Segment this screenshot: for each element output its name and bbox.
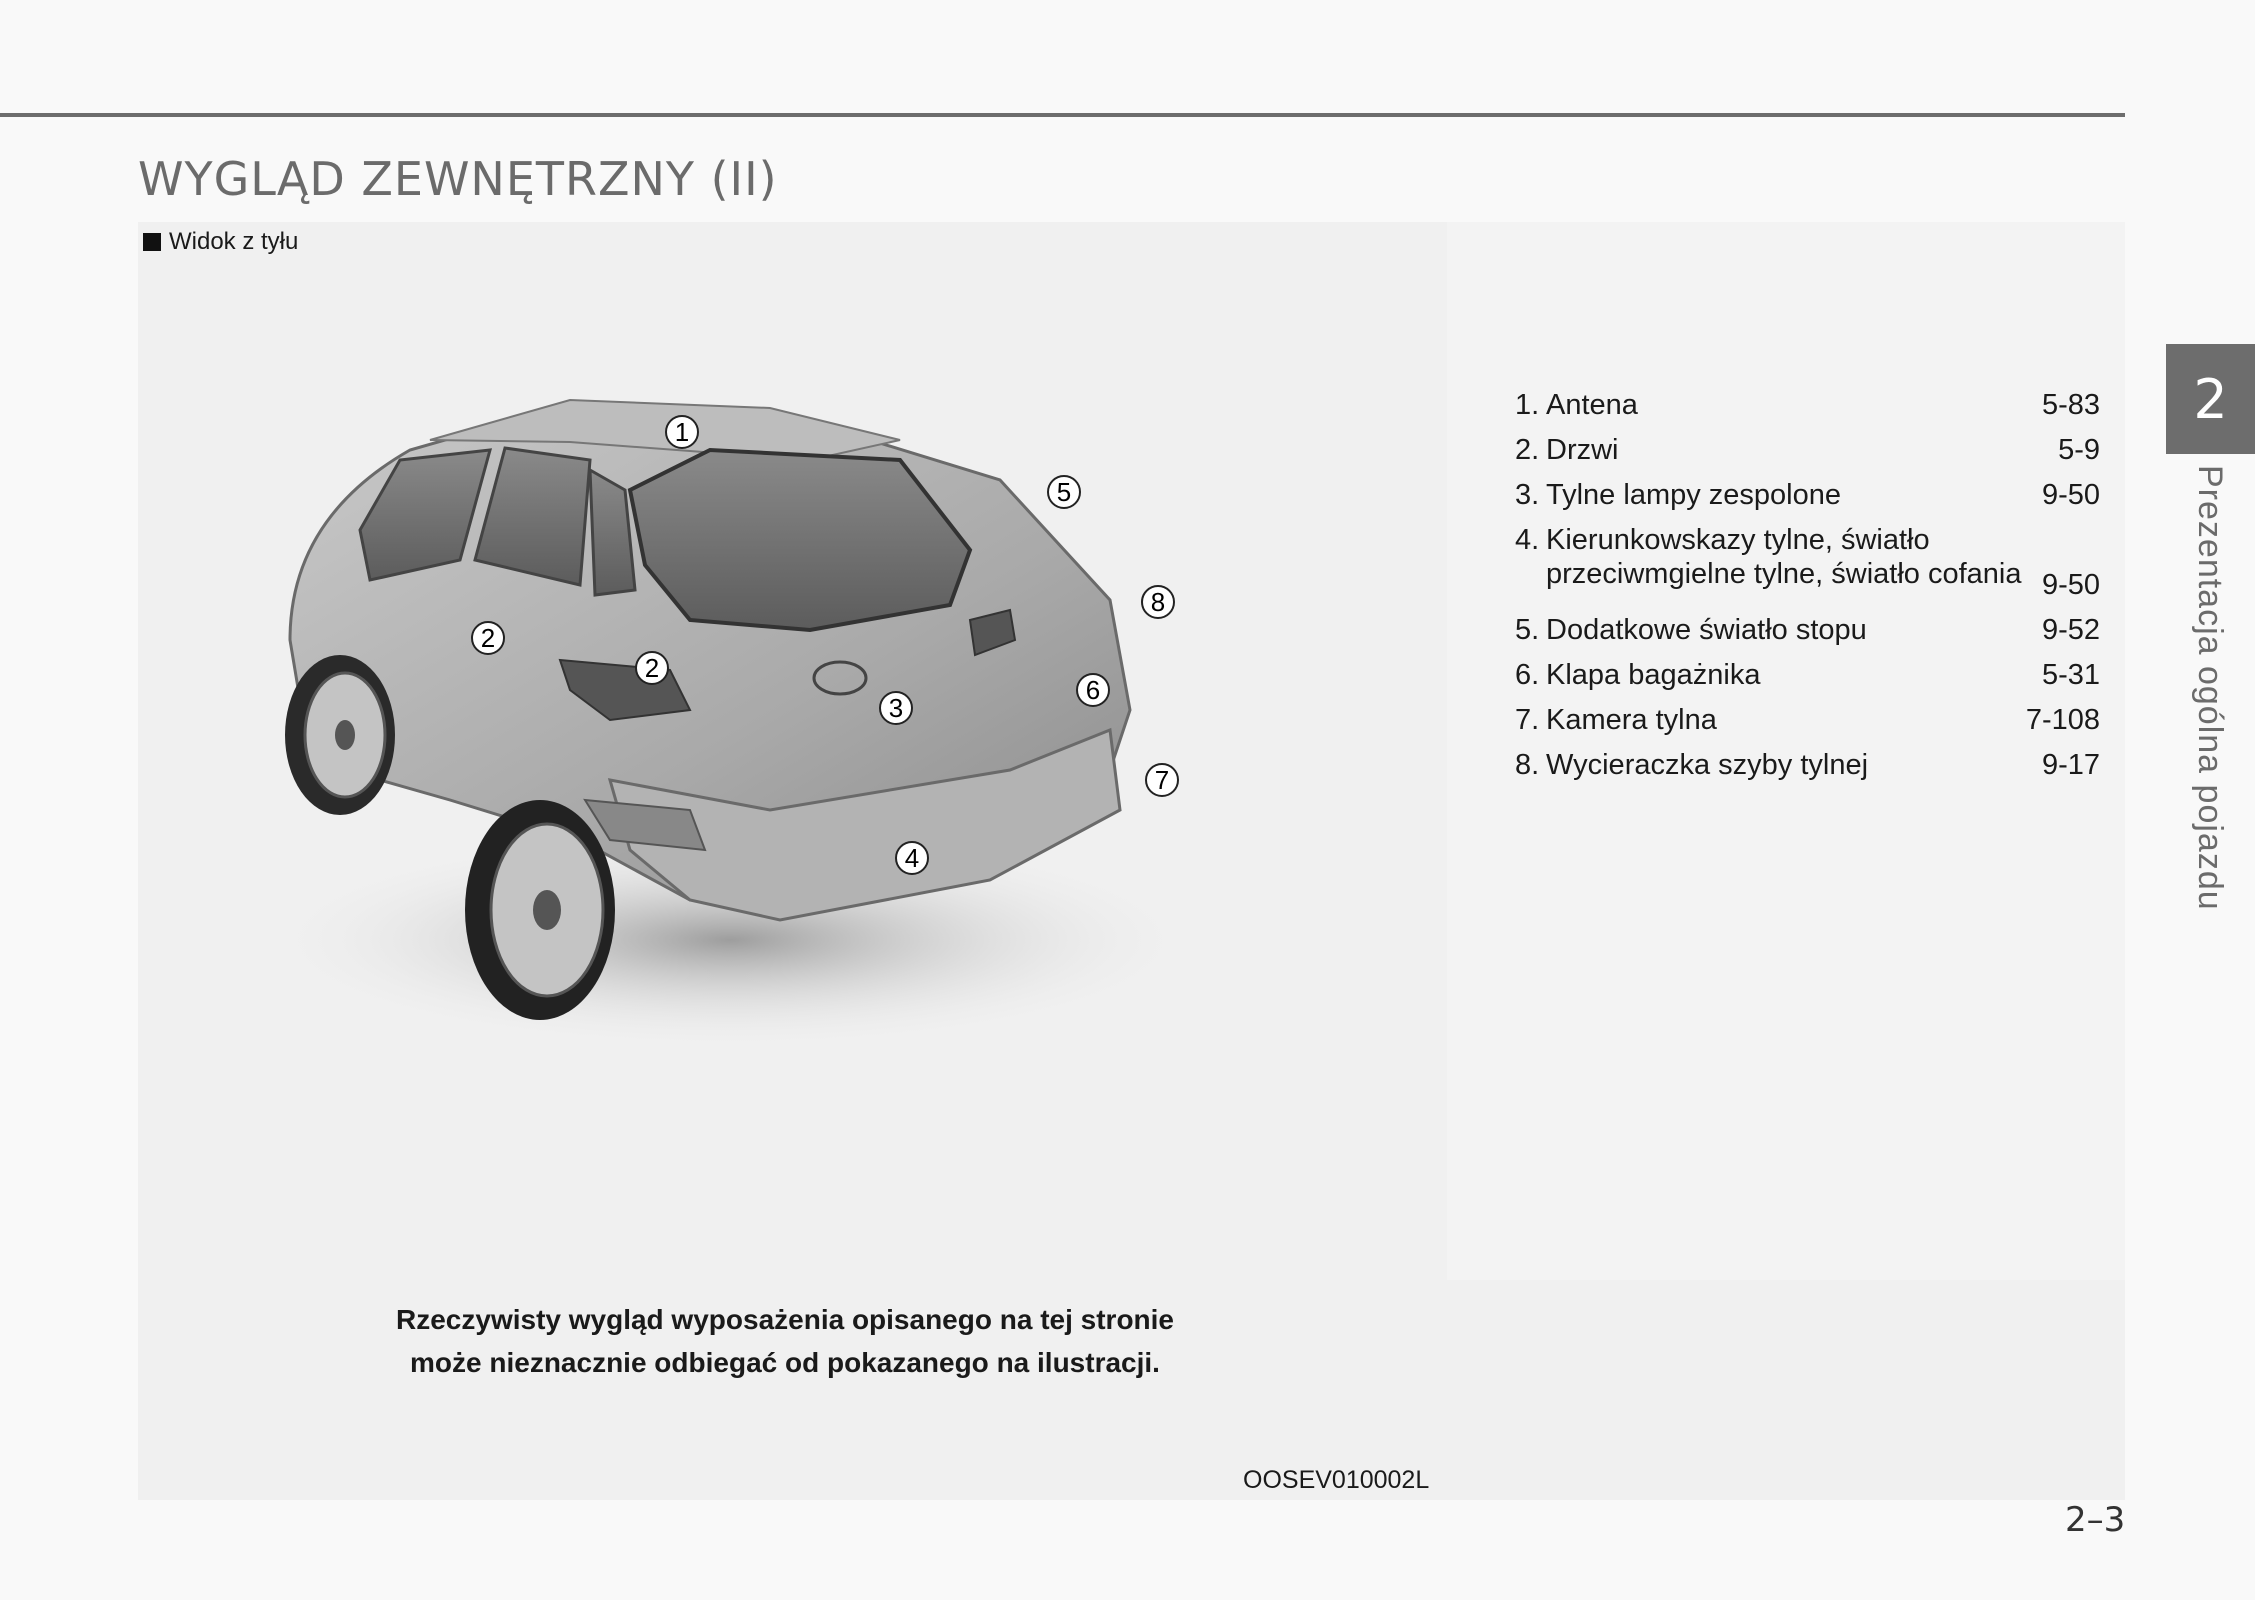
legend-page: 9-52	[2041, 614, 2100, 646]
note-line-1: Rzeczywisty wygląd wyposażenia opisanego na tej stronie	[396, 1304, 1174, 1335]
parts-legend	[1515, 388, 2100, 793]
wheel-front	[285, 655, 395, 815]
legend-item	[1515, 478, 2100, 512]
figure-code: OOSEV010002L	[1243, 1466, 1430, 1494]
legend-number: 5.	[1515, 614, 1540, 646]
legend-item	[1515, 613, 2100, 647]
legend-label: Kamera tylna	[1546, 704, 1717, 736]
legend-label: Wycieraczka szyby tylnej	[1546, 749, 1869, 781]
svg-text:8: 8	[1150, 587, 1166, 617]
legend-number: 8.	[1515, 749, 1540, 781]
legend-number: 7.	[1515, 704, 1540, 736]
legend-number: 1.	[1515, 389, 1540, 421]
legend-label: Dodatkowe światło stopu	[1546, 614, 1867, 646]
svg-text:2: 2	[644, 653, 660, 683]
legend-item	[1515, 433, 2100, 467]
view-label-text: Widok z tyłu	[169, 228, 299, 255]
legend-page: 5-31	[2041, 659, 2100, 691]
legend-number: 6.	[1515, 659, 1540, 691]
callout-1	[666, 416, 698, 448]
legend-number: 2.	[1515, 434, 1540, 466]
legend-label: Kierunkowskazy tylne, światło przeciwmgielne tylne, światło cofania	[1546, 524, 2022, 590]
legend-item	[1515, 523, 2100, 602]
callout-2a	[472, 622, 504, 654]
legend-page: 9-50	[2041, 569, 2100, 601]
car-rear-illustration	[250, 380, 1320, 1100]
wheel-rear	[465, 800, 615, 1020]
legend-page: 5-9	[2058, 434, 2100, 466]
legend-item	[1515, 703, 2100, 737]
legend-page: 5-83	[2041, 389, 2100, 421]
svg-text:1: 1	[674, 417, 690, 447]
chapter-title: Prezentacja ogólna pojazdu	[2191, 465, 2229, 911]
svg-text:4: 4	[904, 843, 920, 873]
callout-2b	[636, 652, 668, 684]
disclaimer-note	[330, 1298, 1240, 1384]
svg-text:7: 7	[1154, 765, 1170, 795]
square-bullet-icon	[143, 233, 161, 251]
callout-8	[1142, 586, 1174, 618]
page-title: WYGLĄD ZEWNĘTRZNY (II)	[138, 152, 778, 206]
note-line-2: może nieznacznie odbiegać od pokazanego na ilustracji.	[410, 1347, 1160, 1378]
callout-7	[1146, 764, 1178, 796]
svg-text:2: 2	[480, 623, 496, 653]
svg-text:3: 3	[888, 693, 904, 723]
legend-label: Drzwi	[1546, 434, 1619, 466]
legend-page: 7-108	[2025, 704, 2100, 736]
legend-page: 9-17	[2041, 749, 2100, 781]
legend-page: 9-50	[2041, 479, 2100, 511]
view-label	[143, 228, 298, 256]
callout-6	[1077, 674, 1109, 706]
chapter-tab: 2	[2166, 344, 2255, 454]
callout-5	[1048, 476, 1080, 508]
callout-3	[880, 692, 912, 724]
legend-item	[1515, 748, 2100, 782]
legend-label: Tylne lampy zespolone	[1546, 479, 1841, 511]
svg-text:5: 5	[1056, 477, 1072, 507]
callout-4	[896, 842, 928, 874]
legend-item	[1515, 658, 2100, 692]
legend-label: Antena	[1546, 389, 1638, 421]
svg-text:6: 6	[1085, 675, 1101, 705]
header-rule	[0, 113, 2125, 117]
legend-number: 3.	[1515, 479, 1540, 511]
legend-number: 4.	[1515, 524, 1540, 556]
legend-item	[1515, 388, 2100, 422]
legend-label: Klapa bagażnika	[1546, 659, 1761, 691]
page-number: 2–3	[2065, 1500, 2126, 1540]
